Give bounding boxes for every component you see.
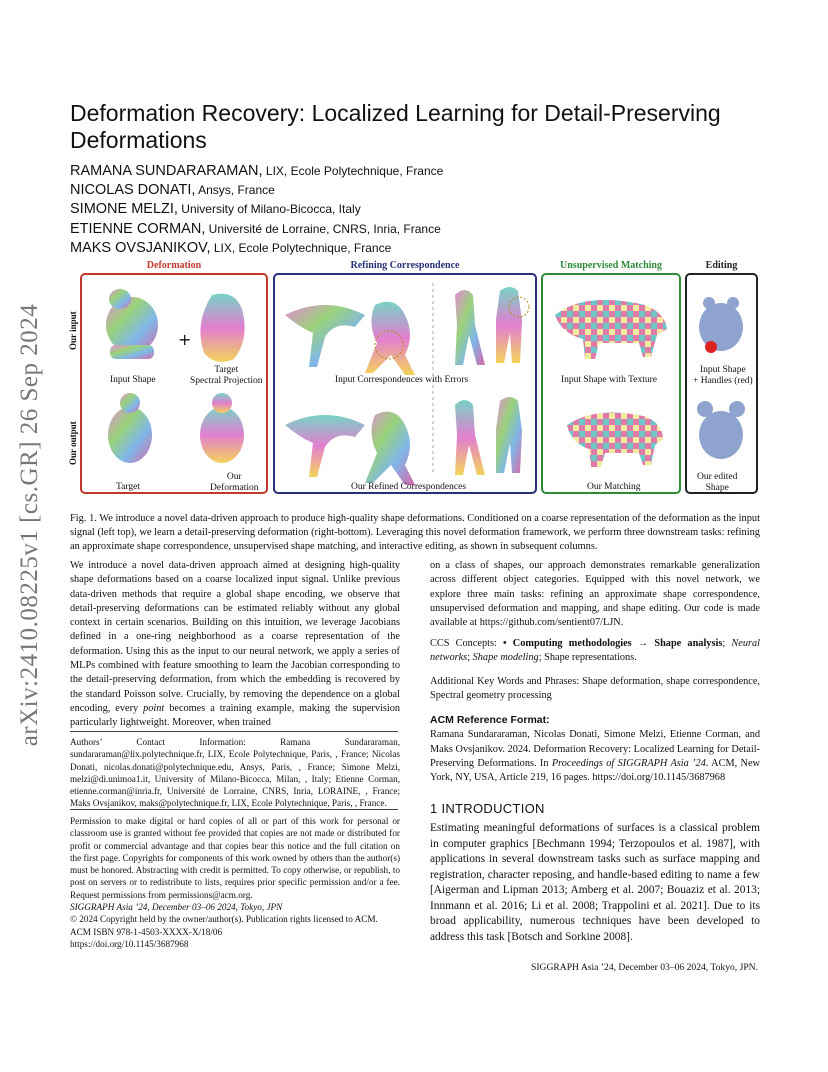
human-shape-bottom-right1 — [455, 400, 485, 475]
author-5: MAKS OVSJANIKOV, LIX, Ecole Polytechnique, France — [70, 239, 392, 256]
rhino-input-textured — [555, 300, 667, 359]
author-2: NICOLAS DONATI, Ansys, France — [70, 182, 275, 199]
gorilla-our-deformation — [200, 393, 244, 463]
human-shape-top-left — [285, 305, 365, 367]
row-label-output: Our output — [68, 421, 78, 465]
page-footer: SIGGRAPH Asia ’24, December 03–06 2024, Tokyo, JPN. — [531, 962, 758, 973]
introduction-text: Estimating meaningful deformations of surfaces is a classical problem in computer graphics [Bechmann 1994; Terzopoulos et al. 1987], with applications in several downstream tasks such as surface mapping and registration, character reposing, and handle-based editing to name a few [Aigerman and Lipman 2013; Amberg et al. 2007; Bouaziz et al. 2013; Innmann et al. 2016; Li et al. 2008; Trappolini et al. 2021]. Due to its broad applicability, numerous techniques have been developed to address this task [Botsch and Sorkine 2008]. — [430, 822, 760, 943]
author-3: SIMONE MELZI, University of Milano-Bicocca, Italy — [70, 201, 361, 218]
cap-our-matching: Our Matching — [587, 482, 641, 492]
panel-title-refining: Refining Correspondence — [350, 260, 460, 271]
ccs-concepts: CCS Concepts: • Computing methodologies → Shape analysis; Neural networks; Shape modeling; Shape representations. — [430, 638, 760, 664]
panel-title-unsupervised: Unsupervised Matching — [560, 260, 662, 271]
human-shape-top-right1 — [455, 290, 485, 365]
human-shape-bottom-left — [285, 415, 365, 477]
panel-editing — [685, 273, 758, 494]
cap-our-deformation: Our Deformation — [210, 472, 259, 493]
rule-2 — [70, 809, 398, 810]
author-4: ETIENNE CORMAN, Université de Lorraine, CNRS, Inria, France — [70, 220, 441, 237]
target-spectral-shape — [200, 294, 244, 362]
human-shape-top-mid — [365, 302, 415, 375]
human-shape-bottom-mid — [365, 412, 415, 485]
arxiv-id: arXiv:2410.08225v1 [cs.GR] 26 Sep 2024 — [16, 303, 43, 747]
cap-input-shape: Input Shape — [110, 375, 156, 385]
rhino-our-matching — [567, 413, 663, 468]
rule-1 — [70, 731, 398, 732]
human-shape-top-right2 — [496, 287, 522, 363]
panel-unsupervised — [541, 273, 681, 494]
panel-deformation — [80, 273, 268, 494]
author-list — [70, 162, 443, 258]
author-1: RAMANA SUNDARARAMAN, LIX, Ecole Polytechnique, France — [70, 163, 444, 179]
abstract-left: We introduce a novel data-driven approach aimed at designing high-quality shape deformations based on a coarse localized input signal. Unlike previous data-driven methods that require a global shape encoding, we observe that detail-preserving deformations can be estimated reliably without any global context in certain scenarios. Building on this intuition, we leverage Jacobians defined in a one-ring neighborhood as a coarse representation of the deformation. Using this as the input to our neural network, we apply a series of MLPs combined with feature smoothing to learn the Jacobian corresponding to the detail-preserving deformation, from which the embedding is recovered by the standard Poisson solve. Crucially, by removing the dependence on a global encoding, every point becomes a training example, making the supervision particularly lightweight. Moreover, when trained — [70, 560, 400, 729]
section-heading-introduction: 1 INTRODUCTION — [430, 801, 545, 816]
cap-input-correspondences: Input Correspondences with Errors — [335, 375, 469, 385]
cap-refined-correspondences: Our Refined Correspondences — [351, 482, 467, 492]
cap-our-edited: Our edited Shape — [697, 472, 738, 493]
piggy-edited-shape — [697, 401, 745, 459]
gorilla-target-shape — [108, 393, 152, 463]
arxiv-stamp — [10, 290, 50, 760]
cap-target-spectral: Target Spectral Projection — [190, 365, 263, 386]
panel-title-editing: Editing — [705, 260, 738, 271]
keywords: Additional Key Words and Phrases: Shape deformation, shape correspondence, Spectral geometry processing — [430, 676, 760, 702]
abstract-right: on a class of shapes, our approach demonstrates remarkable generalization across different object categories. Equipped with this novel network, we explore three main tasks: refining an approximate shape correspondence, unsupervised deformation and mapping, and shape editing. Our code is made available at https://github.com/sentient07/LJN. — [430, 560, 760, 629]
row-label-input: Our input — [68, 311, 78, 350]
author-contact-info: Authors’ Contact Information: Ramana Sundararaman, sundararaman@lix.polytechnique.fr, LIX, Ecole Polytechnique, Paris, , France; Nicolas Donati, nicolas.donati@polytechnique.edu, Ansys, Paris, , France; Simone Melzi, melzi@di.unimoa1.it, University of Milano-Bicocca, Milan, , Italy; Etienne Corman, etienne.corman@inria.fr, Université de Lorraine, CNRS, Inria, LORAINE, , France; Maks Ovsjanikov, maks@polytechnique.fr, LIX, Ecole Polytechnique, Paris, , France. — [70, 737, 400, 809]
piggy-input-shape — [699, 297, 743, 353]
cap-target: Target — [116, 482, 140, 492]
human-shape-bottom-right2 — [496, 397, 522, 473]
panel-title-deformation: Deformation — [146, 260, 202, 271]
cap-input-texture: Input Shape with Texture — [561, 375, 657, 385]
plus-sign: + — [178, 330, 192, 349]
paper-title: Deformation Recovery: Localized Learning for Detail-Preserving Deformations — [70, 100, 721, 153]
permission-block: Permission to make digital or hard copies of all or part of this work for personal or classroom use is granted without fee provided that copies are not made or distributed for profit or commercial advantage and that copies bear this notice and the full citation on the first page. Copyrights for components of this work owned by others than the author(s) must be honored. Abstracting with credit is permitted. To copy otherwise, or republish, to post on servers or to redistribute to lists, requires prior specific permission and/or a fee. Request permissions from permissions@acm.org. SIGGRAPH Asia ’24, December 03–06 2024, Tokyo, JPN © 2024 Copyright held by the owner/author(s). Publication rights licensed to ACM. ACM ISBN 978-1-4503-XXXX-X/18/06 https://doi.org/10.1145/3687968 — [70, 816, 400, 949]
acm-reference: ACM Reference Format: Ramana Sundararaman, Nicolas Donati, Simone Melzi, Etienne Corman, and Maks Ovsjanikov. 2024. Deformation Recovery: Localized Learning for Detail-Preserving Deformations. In Proceedings of SIGGRAPH Asia ’24. ACM, New York, NY, USA, Article 219, 16 pages. https://doi.org/10.1145/3687968 — [430, 714, 760, 784]
gorilla-input-shape — [106, 289, 158, 359]
figure-caption: Fig. 1. We introduce a novel data-driven approach to produce high-quality shape deformations. Conditioned on a coarse representation of the deformation as the input signal (left top), we learn a detail-preserving deformation (right-bottom). Leveraging this novel deformation framework, we perform three downstream tasks: refining an approximate shape correspondence, unsupervised shape matching, and interactive editing, as shown in subsequent columns. — [70, 513, 760, 552]
teaser-figure — [68, 260, 758, 497]
cap-input-handles: Input Shape + Handles (red) — [693, 365, 753, 386]
panel-refining — [273, 273, 537, 494]
